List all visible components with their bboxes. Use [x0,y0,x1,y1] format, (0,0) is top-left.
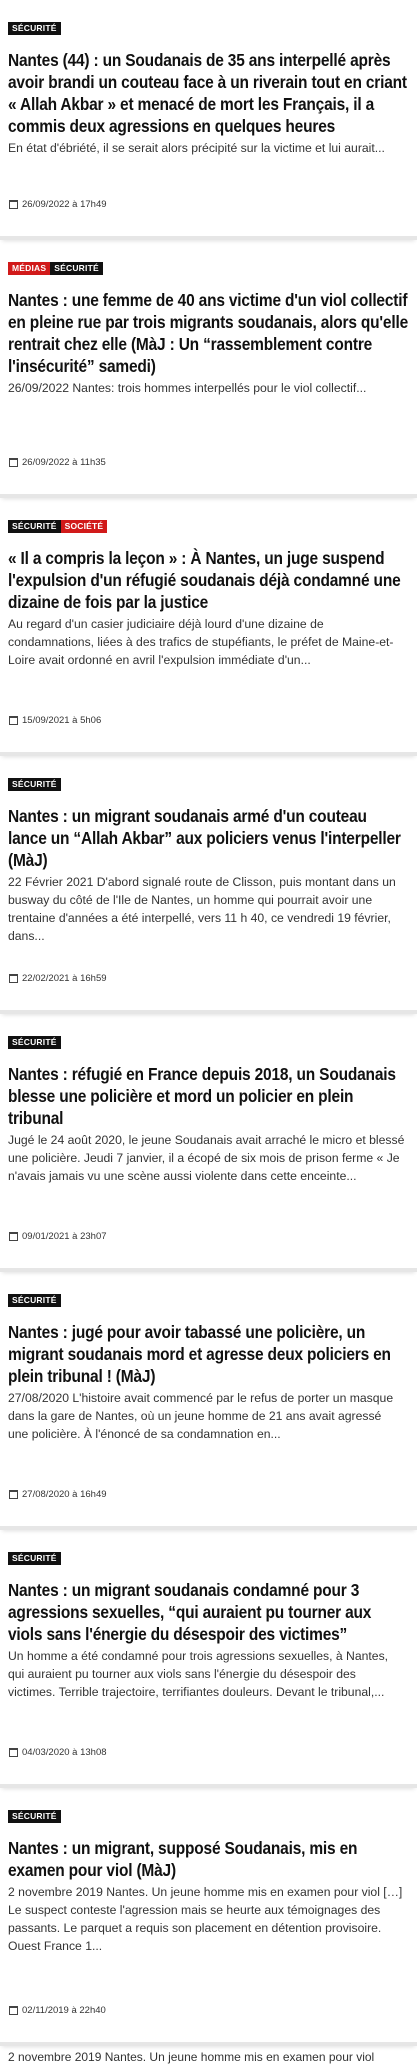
article-date-text: 26/09/2022 à 17h49 [22,199,107,210]
calendar-icon [9,2006,18,2015]
article-date-text: 04/03/2020 à 13h08 [22,1747,107,1758]
category-tag[interactable]: SÉCURITÉ [8,1810,61,1823]
article-excerpt: 2 novembre 2019 Nantes. Un jeune homme mis en examen pour viol […] Le suspect conteste l'agression mais se heurte aux témoignages des passants. Le parquet a requis son placement en détention provisoire. Ouest France 1... [8,1885,403,1953]
article-card[interactable] [0,1530,417,1788]
article-title[interactable]: Nantes : un migrant soudanais armé d'un couteau lance un “Allah Akbar” aux policiers venus l'interpeller (MàJ) [8,806,401,870]
article-card[interactable] [0,1014,417,1272]
article-date [9,973,107,984]
article-card[interactable] [0,0,417,240]
category-tag[interactable]: SÉCURITÉ [8,778,61,791]
article-card[interactable] [0,1788,417,2046]
calendar-icon [9,458,18,467]
category-tag[interactable]: SÉCURITÉ [8,1552,61,1565]
article-title[interactable]: Nantes : un migrant soudanais condamné pour 3 agressions sexuelles, “qui auraient pu tourner aux viols sans l'énergie du désespoir des victimes” [8,1580,372,1644]
article-date-text: 02/11/2019 à 22h40 [22,2005,106,2016]
article-excerpt: Un homme a été condamné pour trois agressions sexuelles, à Nantes, qui auraient pu tourner aux viols sans l'énergie du désespoir des victimes. Terrible trajectoire, terrifiantes douleurs. Devant le tribunal,... [8,1649,389,1699]
article-date-text: 22/02/2021 à 16h59 [22,973,107,984]
category-tag[interactable]: SÉCURITÉ [8,22,61,35]
calendar-icon [9,200,18,209]
article-excerpt: En état d'ébriété, il se serait alors précipité sur la victime et lui aurait... [8,141,385,155]
article-date-text: 09/01/2021 à 23h07 [22,1231,107,1242]
article-date [9,1747,107,1758]
article-date [9,199,107,210]
category-tags [8,520,409,534]
article-card[interactable] [0,1272,417,1530]
category-tag[interactable]: SOCIÉTÉ [61,520,108,533]
category-tag[interactable]: SÉCURITÉ [50,262,103,275]
article-title[interactable]: Nantes : jugé pour avoir tabassé une policière, un migrant soudanais mord et agresse deux policiers en plein tribunal ! (MàJ) [8,1322,391,1386]
article-excerpt: 26/09/2022 Nantes: trois hommes interpellés pour le viol collectif... [8,381,367,395]
article-title[interactable]: Nantes : un migrant, supposé Soudanais, mis en examen pour viol (MàJ) [8,1838,358,1880]
article-date [9,715,101,726]
article-card[interactable] [0,240,417,498]
category-tag[interactable]: SÉCURITÉ [8,1294,61,1307]
article-date [9,457,106,468]
category-tags [8,1810,409,1824]
article-excerpt: 27/08/2020 L'histoire avait commencé par le refus de porter un masque dans la gare de Nantes, où un jeune homme de 21 ans avait agressé une policière. À l'énoncé de sa condamnation en... [8,1391,394,1441]
category-tags [8,1294,409,1308]
article-title[interactable]: Nantes : une femme de 40 ans victime d'un viol collectif en pleine rue par trois migrants soudanais, alors qu'elle rentrait chez elle (MàJ : Un “rassemblement contre l'insécurité” samedi) [8,290,409,376]
calendar-icon [9,1490,18,1499]
category-tags [8,22,409,36]
calendar-icon [9,1232,18,1241]
article-card[interactable] [0,756,417,1014]
article-excerpt: 22 Février 2021 D'abord signalé route de Clisson, puis montant dans un busway du côté de l'Ile de Nantes, un homme qui pourrait avoir une trentaine d'années a été interpellé, vers 11 h 40, ce vendredi 19 février, dans... [8,875,396,943]
article-excerpt: Jugé le 24 août 2020, le jeune Soudanais avait arraché le micro et blessé une policière. Jeudi 7 janvier, il a écopé de six mois de prison ferme « Je n'avais jamais vu une scène aussi violente dans cette enceinte... [8,1133,405,1183]
category-tag[interactable]: SÉCURITÉ [8,1036,61,1049]
article-title[interactable]: Nantes (44) : un Soudanais de 35 ans interpellé après avoir brandi un couteau face à un riverain tout en criant « Allah Akbar » et menacé de mort les Français, il a commis deux agressions en quelques heures [8,50,407,136]
article-date-text: 27/08/2020 à 16h49 [22,1489,107,1500]
article-card[interactable] [0,498,417,756]
category-tags [8,1036,409,1050]
category-tags [8,778,409,792]
category-tags [8,262,409,276]
article-date-text: 26/09/2022 à 11h35 [22,457,106,468]
calendar-icon [9,716,18,725]
calendar-icon [9,1748,18,1757]
article-date [9,1231,107,1242]
article-date-text: 15/09/2021 à 5h06 [22,715,102,726]
category-tag[interactable]: SÉCURITÉ [8,520,61,533]
category-tags [8,1552,409,1566]
article-title[interactable]: « Il a compris la leçon » : À Nantes, un juge suspend l'expulsion d'un réfugié soudanais déjà condamné une dizaine de fois par la justice [8,548,401,612]
article-title[interactable]: Nantes : réfugié en France depuis 2018, un Soudanais blesse une policière et mord un policier en plein tribunal [8,1064,396,1128]
truncated-excerpt: 2 novembre 2019 Nantes. Un jeune homme mis en examen pour viol [8,2050,375,2064]
article-date [9,2005,106,2016]
category-tag[interactable]: MÉDIAS [8,262,50,275]
calendar-icon [9,974,18,983]
article-date [9,1489,107,1500]
article-excerpt: Au regard d'un casier judiciaire déjà lourd d'une dizaine de condamnations, liées à des trafics de stupéfiants, le préfet de Maine-et-Loire avait ordonné en avril l'expulsion immédiate d'un... [8,617,394,667]
